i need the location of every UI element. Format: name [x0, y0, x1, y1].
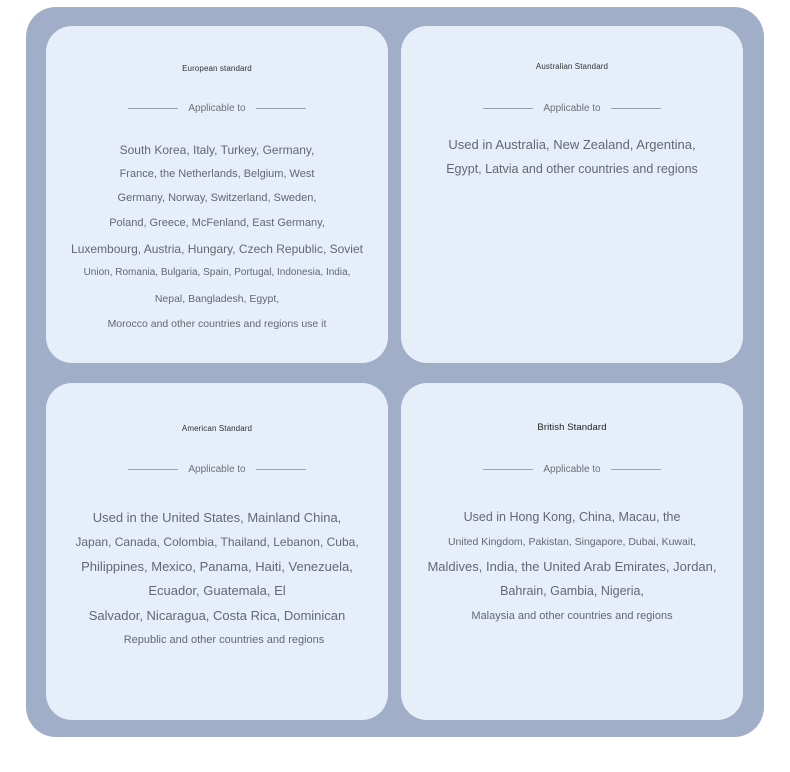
divider-line-right — [611, 469, 661, 470]
country-line: Used in Australia, New Zealand, Argentina, — [448, 137, 696, 152]
country-line: Bahrain, Gambia, Nigeria, — [500, 584, 644, 598]
country-line: Egypt, Latvia and other countries and regions — [446, 162, 698, 176]
country-line: Republic and other countries and regions — [123, 634, 325, 646]
applicable-to-label: Applicable to — [188, 464, 246, 475]
card-british-standard — [401, 383, 743, 720]
card-title: European standard — [182, 64, 252, 73]
country-line: Ecuador, Guatemala, El — [148, 583, 286, 598]
applicable-to-label: Applicable to — [188, 103, 246, 114]
country-line: Nepal, Bangladesh, Egypt, — [154, 293, 280, 305]
country-line: Malaysia and other countries and regions — [471, 610, 673, 622]
country-line: Used in the United States, Mainland China, — [92, 510, 342, 525]
card-title: British Standard — [537, 422, 607, 433]
card-title: Australian Standard — [535, 62, 609, 71]
country-line: Philippines, Mexico, Panama, Haiti, Venezuela, — [81, 559, 353, 574]
country-line: Poland, Greece, McFenland, East Germany, — [109, 217, 325, 229]
country-line: Morocco and other countries and regions use it — [107, 318, 327, 330]
country-line: South Korea, Italy, Turkey, Germany, — [119, 143, 315, 157]
country-line: United Kingdom, Pakistan, Singapore, Dubai, Kuwait, — [447, 536, 697, 548]
applicable-to-divider — [401, 464, 743, 475]
applicable-to-divider — [46, 464, 388, 475]
divider-line-left — [128, 108, 178, 109]
country-line: Maldives, India, the United Arab Emirates, Jordan, — [427, 559, 717, 574]
country-line: Luxembourg, Austria, Hungary, Czech Republic, Soviet — [71, 242, 363, 256]
card-european-standard — [46, 26, 388, 363]
applicable-to-label: Applicable to — [543, 103, 601, 114]
divider-line-right — [611, 108, 661, 109]
divider-line-left — [128, 469, 178, 470]
country-line: Japan, Canada, Colombia, Thailand, Lebanon, Cuba, — [75, 535, 359, 549]
country-line: Used in Hong Kong, China, Macau, the — [463, 510, 681, 524]
country-line: France, the Netherlands, Belgium, West — [119, 168, 315, 180]
divider-line-right — [256, 469, 306, 470]
applicable-to-divider — [401, 103, 743, 114]
country-line: Salvador, Nicaragua, Costa Rica, Dominican — [88, 608, 346, 623]
country-line: Germany, Norway, Switzerland, Sweden, — [117, 192, 317, 204]
card-american-standard — [46, 383, 388, 720]
divider-line-left — [483, 469, 533, 470]
divider-line-right — [256, 108, 306, 109]
applicable-to-divider — [46, 103, 388, 114]
applicable-to-label: Applicable to — [543, 464, 601, 475]
card-australian-standard — [401, 26, 743, 363]
divider-line-left — [483, 108, 533, 109]
country-line: Union, Romania, Bulgaria, Spain, Portugal, Indonesia, India, — [83, 267, 351, 278]
card-title: American Standard — [181, 424, 253, 433]
